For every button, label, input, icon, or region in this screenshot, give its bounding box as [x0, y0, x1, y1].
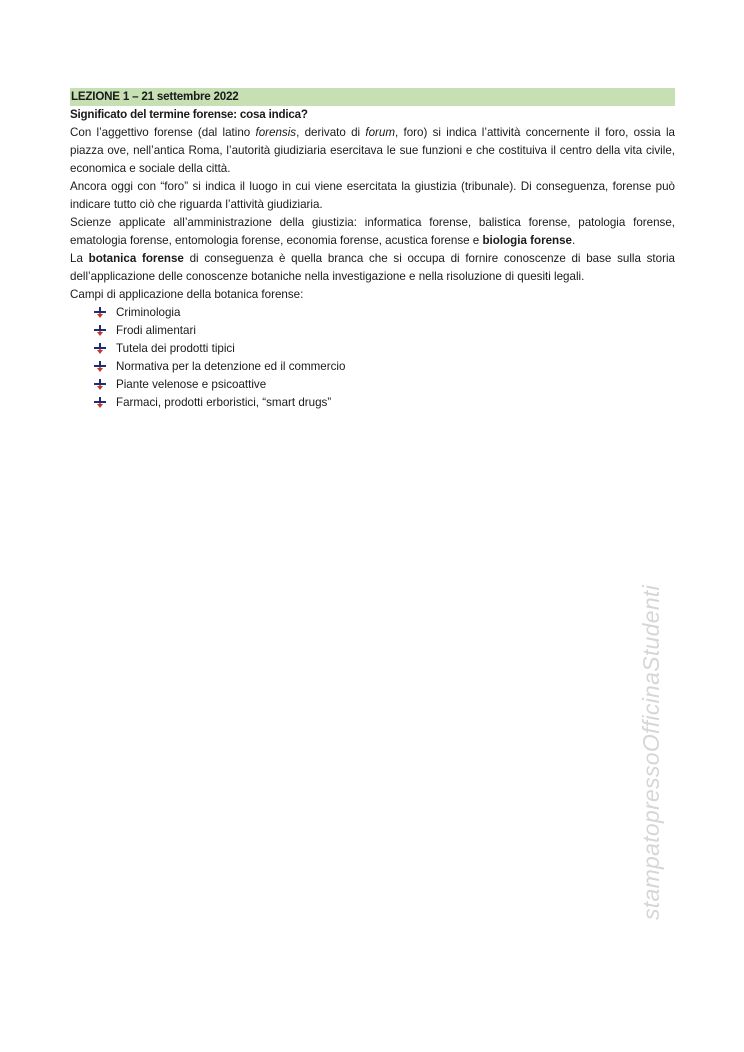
paragraph-foro: Ancora oggi con “foro” si indica il luogo in cui viene esercitata la giustizia (tribunale). Di conseguenza, forense può indicare tutto ciò che riguarda l’attività giudiziaria.	[70, 180, 675, 211]
field-label: Tutela dei prodotti tipici	[116, 342, 235, 355]
paragraph-applied-sciences	[70, 214, 675, 250]
arrow-bullet-icon	[94, 325, 106, 337]
para1-latin-forensis: forensis	[255, 126, 297, 139]
document-body	[70, 88, 675, 412]
section-question: Significato del termine forense: cosa indica?	[70, 108, 308, 121]
list-item	[94, 322, 675, 340]
field-label: Frodi alimentari	[116, 324, 196, 337]
arrow-bullet-icon	[94, 343, 106, 355]
arrow-bullet-icon	[94, 397, 106, 409]
field-label: Criminologia	[116, 306, 181, 319]
list-item	[94, 394, 675, 412]
arrow-bullet-icon	[94, 379, 106, 391]
para4-text-c: di conseguenza è quella branca che si occupa di fornire conoscenze di base sulla storia dell’applicazione delle conoscenze botaniche nella investigazione e nella risoluzione di quesiti legali.	[70, 252, 675, 283]
arrow-bullet-icon	[94, 307, 106, 319]
para1-text-e: , foro) si indica l’attività concernente il foro, ossia la piazza ove, nell’antica Roma, l’autorità giudiziaria esercitava le sue funzioni e che costituiva il centro della vita civile, economica e sociale della città.	[70, 126, 676, 175]
list-item	[94, 376, 675, 394]
lesson-title: LEZIONE 1 – 21 settembre 2022	[70, 88, 675, 106]
para3-text-a: Scienze applicate all’amministrazione della giustizia: informatica forense, balistica forense, patologia forense, ematologia forense, entomologia forense, economia forense, acustica forense e	[70, 216, 675, 247]
para3-biologia-forense: biologia forense	[482, 234, 573, 247]
watermark: stampatopressoOfficinaStudenti	[638, 584, 664, 920]
para1-latin-forum: forum	[365, 126, 396, 139]
fields-intro: Campi di applicazione della botanica forense:	[70, 288, 304, 301]
para1-text-a: Con l’aggettivo forense (dal latino	[70, 126, 256, 139]
para4-botanica-forense: botanica forense	[88, 252, 184, 265]
para3-text-c: .	[572, 234, 576, 247]
list-item	[94, 304, 675, 322]
arrow-bullet-icon	[94, 361, 106, 373]
field-label: Normativa per la detenzione ed il commercio	[116, 360, 346, 373]
paragraph-botanica	[70, 250, 675, 286]
list-item	[94, 358, 675, 376]
para4-text-a: La	[70, 252, 89, 265]
list-item	[94, 340, 675, 358]
paragraph-definition	[70, 124, 675, 178]
field-label: Piante velenose e psicoattive	[116, 378, 267, 391]
fields-list	[70, 304, 675, 412]
para1-text-c: , derivato di	[296, 126, 366, 139]
field-label: Farmaci, prodotti erboristici, “smart drugs”	[116, 396, 332, 409]
